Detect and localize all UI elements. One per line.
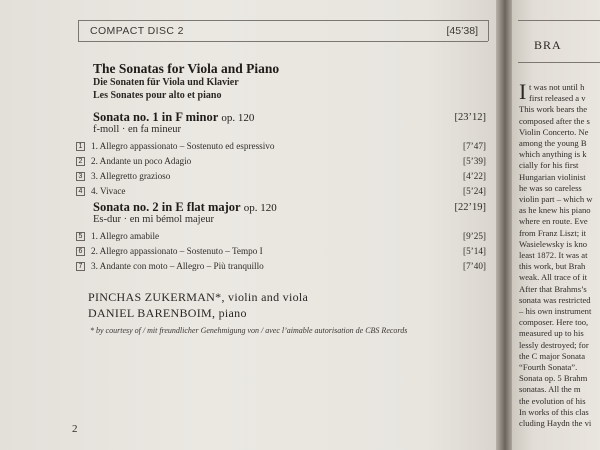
track-title: 1. Allegro amabile [91, 231, 160, 241]
track-time: [4’22] [463, 171, 486, 181]
body-text-line: Violin Concerto. Ne [519, 126, 589, 137]
header-right-border [488, 20, 489, 41]
track-number: 2 [76, 157, 85, 166]
body-text-line: where en route. Eve [519, 216, 588, 227]
track-row [76, 141, 486, 154]
body-text-line: sonata was restricted [519, 294, 591, 305]
body-text-line: violin part – which w [519, 194, 593, 204]
track-time: [7’47] [463, 141, 486, 151]
body-text-line: After that Brahms’s [519, 283, 587, 294]
track-row [76, 231, 486, 244]
track-title: 2. Allegro appassionato – Sostenuto – Tempo I [91, 246, 263, 256]
title-german: Die Sonaten für Viola und Klavier [93, 77, 239, 88]
sonata-2-key: Es-dur · en mi bémol majeur [93, 214, 215, 225]
sonata-1-time: [23’12] [454, 112, 486, 123]
title-english: The Sonatas for Viola and Piano [93, 61, 280, 76]
title-french: Les Sonates pour alto et piano [93, 90, 222, 101]
body-text-line: – his own instrument [519, 306, 592, 316]
sonata-1-key: f-moll · en fa mineur [93, 124, 182, 135]
right-page-heading: BRA [534, 38, 562, 52]
track-title: 4. Vivace [91, 186, 126, 196]
track-title: 3. Andante con moto – Allegro – Più tranquillo [91, 261, 264, 271]
body-text-line: Hungarian violinist [519, 171, 586, 182]
header-left-border [78, 20, 79, 41]
header-top-rule [78, 20, 488, 21]
body-text-line: weak. All trace of it [519, 272, 588, 283]
header-bottom-rule [78, 41, 488, 42]
sonata-1-opus: op. 120 [221, 112, 255, 124]
sonata-2-time: [22’19] [454, 202, 486, 213]
body-text-line: this work, but Brah [519, 261, 586, 272]
track-time: [5’14] [463, 246, 486, 256]
body-text-line: the evolution of his [519, 395, 586, 406]
track-row [76, 261, 486, 274]
body-text-line: first released a v [529, 93, 586, 104]
track-row [76, 246, 486, 259]
body-text-line: This work bears the [519, 104, 588, 115]
body-text-line: cially for his first [519, 160, 579, 171]
sonata-2-name: Sonata no. 2 in E flat major [93, 200, 241, 214]
body-text-line: the C major Sonata [519, 350, 586, 361]
body-text-line: In works of this clas [519, 406, 589, 417]
body-text-line: lessly destroyed; for [519, 339, 589, 350]
track-row [76, 171, 486, 184]
performer-piano: DANIEL BARENBOIM, piano [88, 306, 247, 320]
track-row [76, 186, 486, 199]
body-text-line: t was not until h [529, 82, 585, 92]
right-header-top-rule [518, 20, 600, 21]
body-text-line: Wasielewsky is kno [519, 238, 588, 249]
track-title: 1. Allegro appassionato – Sostenuto ed espressivo [91, 141, 275, 151]
disc-total-time: [45’38] [446, 25, 478, 37]
body-text-line: cluding Haydn the vi [519, 418, 592, 428]
track-time: [9’25] [463, 231, 486, 241]
track-number: 1 [76, 142, 85, 151]
page-number: 2 [72, 423, 78, 435]
body-text-line: measured up to his [519, 328, 584, 339]
booklet-right-page [512, 0, 600, 450]
track-number: 5 [76, 232, 85, 241]
track-number: 6 [76, 247, 85, 256]
body-text-line: “Fourth Sonata”. [519, 362, 578, 372]
disc-label: COMPACT DISC 2 [90, 25, 184, 37]
body-text-line: from Franz Liszt; it [519, 227, 587, 238]
sonata-2-opus: op. 120 [243, 202, 277, 214]
sonata-1-title [93, 110, 254, 125]
body-text-line: sonatas. All the m [519, 384, 581, 395]
track-time: [5’24] [463, 186, 486, 196]
track-time: [5’39] [463, 156, 486, 166]
sonata-2-title [93, 200, 277, 215]
track-number: 3 [76, 172, 85, 181]
body-text-line: least 1872. It was at [519, 250, 588, 260]
body-text-line: which anything is k [519, 149, 587, 160]
body-text-line: composed after the s [519, 115, 590, 126]
performer-violin: PINCHAS ZUKERMAN*, violin and viola [88, 290, 309, 304]
track-number: 4 [76, 187, 85, 196]
track-time: [7’40] [463, 261, 486, 271]
courtesy-note: * by courtesy of / mit freundlicher Genehmigung von / avec l’aimable autorisation de CBS Records [90, 326, 408, 335]
sonata-1-name: Sonata no. 1 in F minor [93, 110, 219, 124]
track-title: 2. Andante un poco Adagio [91, 156, 192, 166]
drop-cap: I [519, 79, 527, 104]
body-text-line: composer. Here too, [519, 317, 589, 328]
body-text-line: as he knew his piano [519, 205, 591, 216]
track-title: 3. Allegretto grazioso [91, 171, 171, 181]
right-header-bottom-rule [518, 62, 600, 63]
body-text-line: he was so careless [519, 182, 582, 193]
track-number: 7 [76, 262, 85, 271]
body-text-line: among the young B [519, 138, 587, 148]
track-row [76, 156, 486, 169]
body-text-line: Sonata op. 5 Brahm [519, 373, 588, 384]
